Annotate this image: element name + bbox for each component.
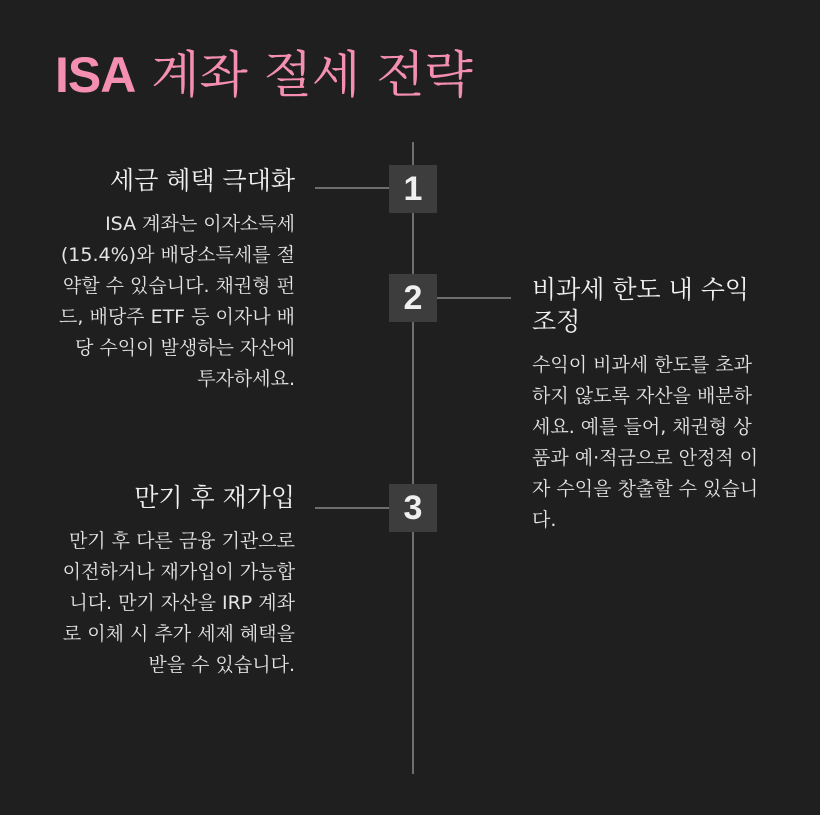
connector-1	[315, 187, 390, 189]
item-title-1: 세금 혜택 극대화	[110, 166, 295, 195]
item-title-3: 만기 후 재가입	[134, 483, 295, 512]
item-description-1: ISA 계좌는 이자소득세 (15.4%)와 배당소득세를 절약할 수 있습니다. 채권형 펀드, 배당주 ETF 등 이자나 배당 수익이 발생하는 자산에 투자하세요.	[59, 213, 295, 390]
page-title	[55, 40, 473, 110]
timeline-item-1	[55, 165, 295, 395]
page-title-rest: 계좌 절세 전략	[135, 46, 473, 104]
item-title-2: 비과세 한도 내 수익 조정	[532, 275, 750, 336]
timeline-item-2	[532, 274, 770, 536]
connector-2	[437, 297, 511, 299]
step-number-3: 3	[389, 484, 437, 532]
timeline-item-3	[55, 482, 295, 681]
step-number-1: 1	[389, 165, 437, 213]
page-title-latin: ISA	[55, 47, 136, 103]
item-description-2: 수익이 비과세 한도를 초과하지 않도록 자산을 배분하세요. 예를 들어, 채권형 상품과 예·적금으로 안정적 이자 수익을 창출할 수 있습니다.	[532, 354, 759, 531]
connector-3	[315, 507, 390, 509]
timeline-line	[412, 142, 414, 774]
step-number-2: 2	[389, 274, 437, 322]
item-description-3: 만기 후 다른 금융 기관으로 이전하거나 재가입이 가능합니다. 만기 자산을 IRP 계좌로 이체 시 추가 세제 혜택을 받을 수 있습니다.	[62, 530, 295, 676]
